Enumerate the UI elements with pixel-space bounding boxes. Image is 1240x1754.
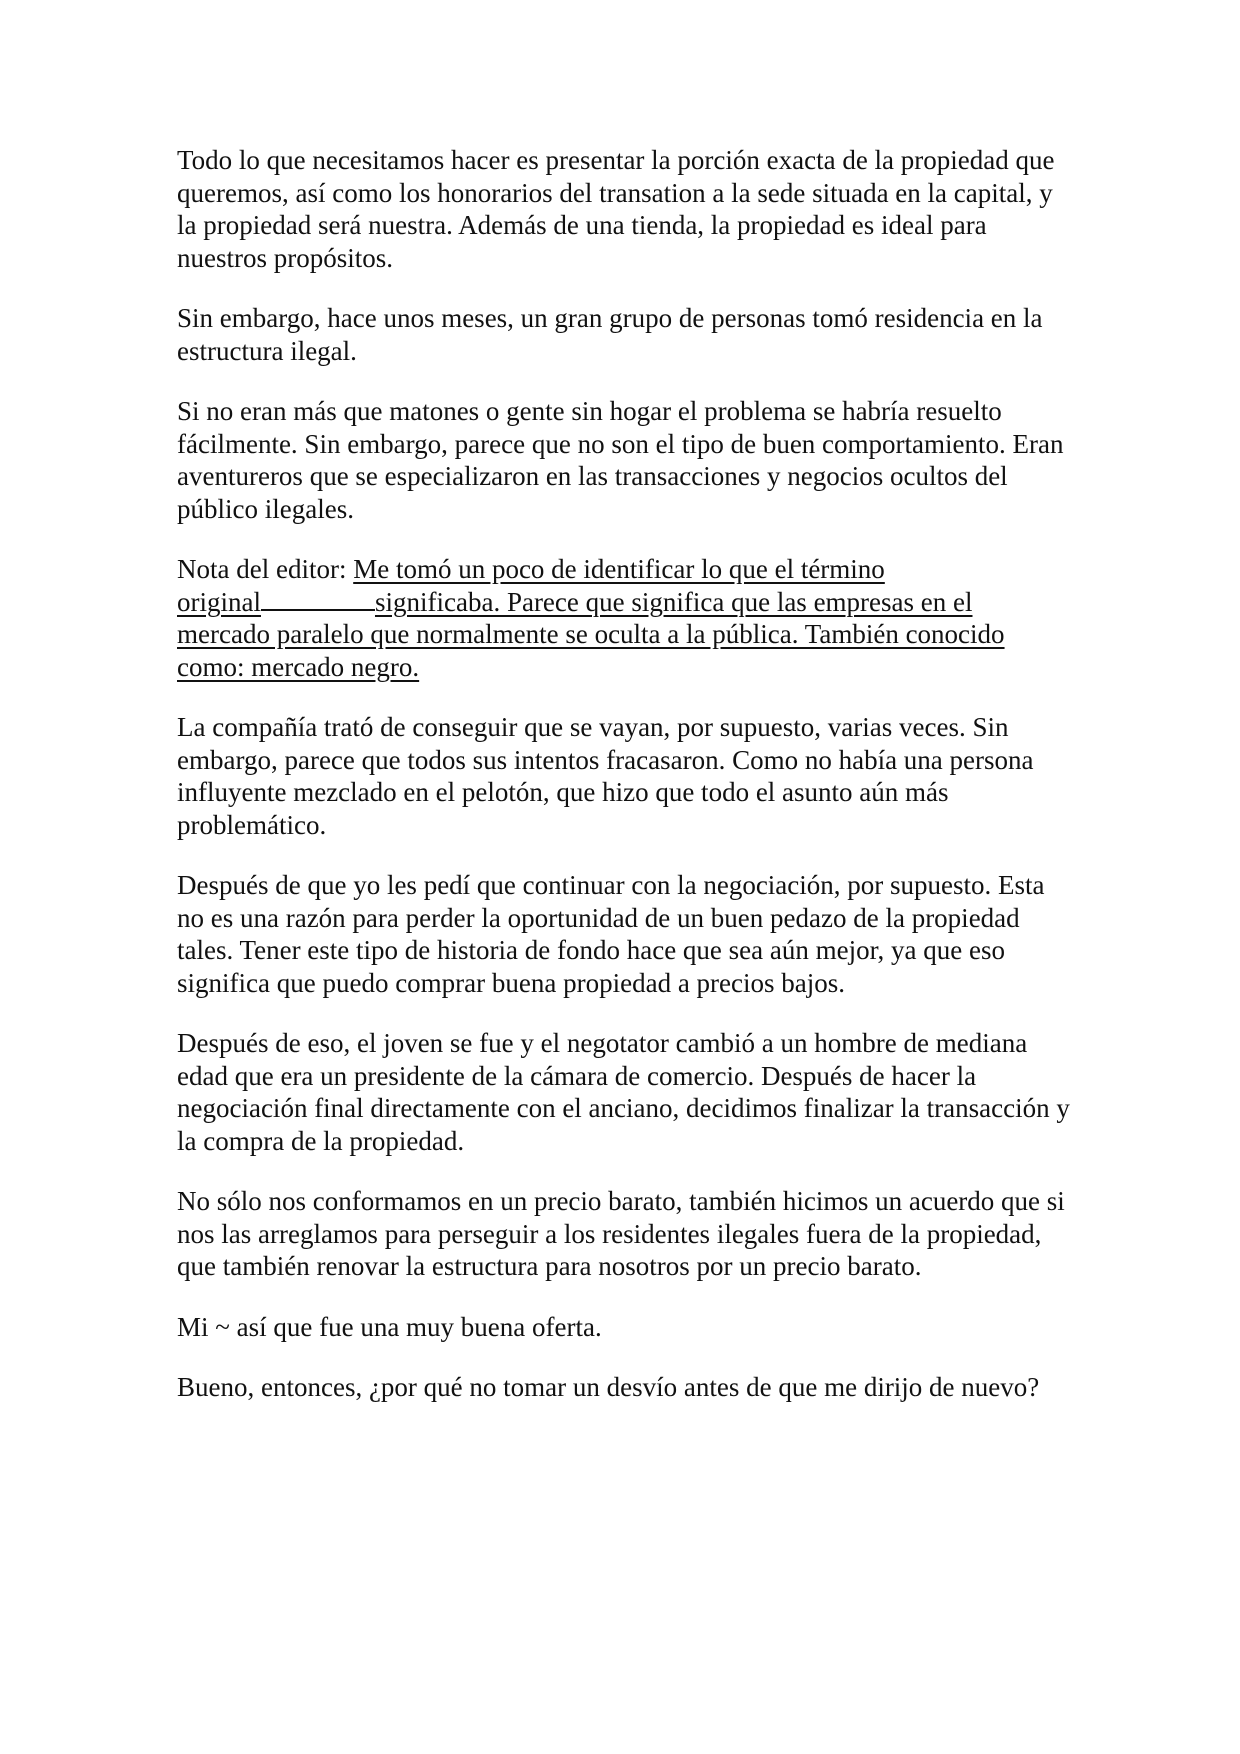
editor-note-blank [261,608,375,611]
editor-note [177,553,1077,683]
editor-note-rest: mercado paralelo que normalmente se oculta a la pública. También conocido como: mercado negro. [177,619,1005,682]
paragraph-6: Después de eso, el joven se fue y el negotator cambió a un hombre de mediana edad que era un presidente de la cámara de comercio. Después de hacer la negociación final directamente con el anciano, decidimos finalizar la transacción y la compra de la propiedad. [177,1028,1070,1156]
paragraph-5: Después de que yo les pedí que continuar con la negociación, por supuesto. Esta no es una razón para perder la oportunidad de un buen pedazo de la propiedad tales. Tener este tipo de historia de fondo hace que sea aún mejor, ya que eso significa que puedo comprar buena propiedad a precios bajos. [177,870,1045,998]
paragraph-4: La compañía trató de conseguir que se vayan, por supuesto, varias veces. Sin embargo, parece que todos sus intentos fracasaron. Como no había una persona influyente mezclado en el pelotón, que hizo que todo el asunto aún más problemático. [177,712,1034,840]
editor-note-prefix: Nota del editor: [177,554,354,584]
paragraph-3: Si no eran más que matones o gente sin hogar el problema se habría resuelto fácilmente. Sin embargo, parece que no son el tipo de buen comportamiento. Eran aventureros que se especializaron en las transacciones y negocios ocultos del público ilegales. [177,396,1064,524]
editor-note-line-2-end: significaba. Parece que significa que las empresas en el [374,586,973,617]
paragraph-9: Bueno, entonces, ¿por qué no tomar un desvío antes de que me dirijo de nuevo? [177,1372,1040,1402]
paragraph-7: No sólo nos conformamos en un precio barato, también hicimos un acuerdo que si nos las arreglamos para perseguir a los residentes ilegales fuera de la propiedad, que también renovar la estructura para nosotros por un precio barato. [177,1186,1065,1281]
paragraph-8: Mi ~ así que fue una muy buena oferta. [177,1311,602,1342]
paragraph-1: Todo lo que necesitamos hacer es presentar la porción exacta de la propiedad que queremos, así como los honorarios del transation a la sede situada en la capital, y la propiedad será nuestra. Además de una tienda, la propiedad es ideal para nuestros propósitos. [177,145,1055,273]
paragraph-2: Sin embargo, hace unos meses, un gran grupo de personas tomó residencia en la estructura ilegal. [177,303,1043,366]
document-body [177,144,1077,1432]
editor-note-line-1: Me tomó un poco de identificar lo que el término [353,554,885,584]
editor-note-line-2-start: original [177,586,261,617]
